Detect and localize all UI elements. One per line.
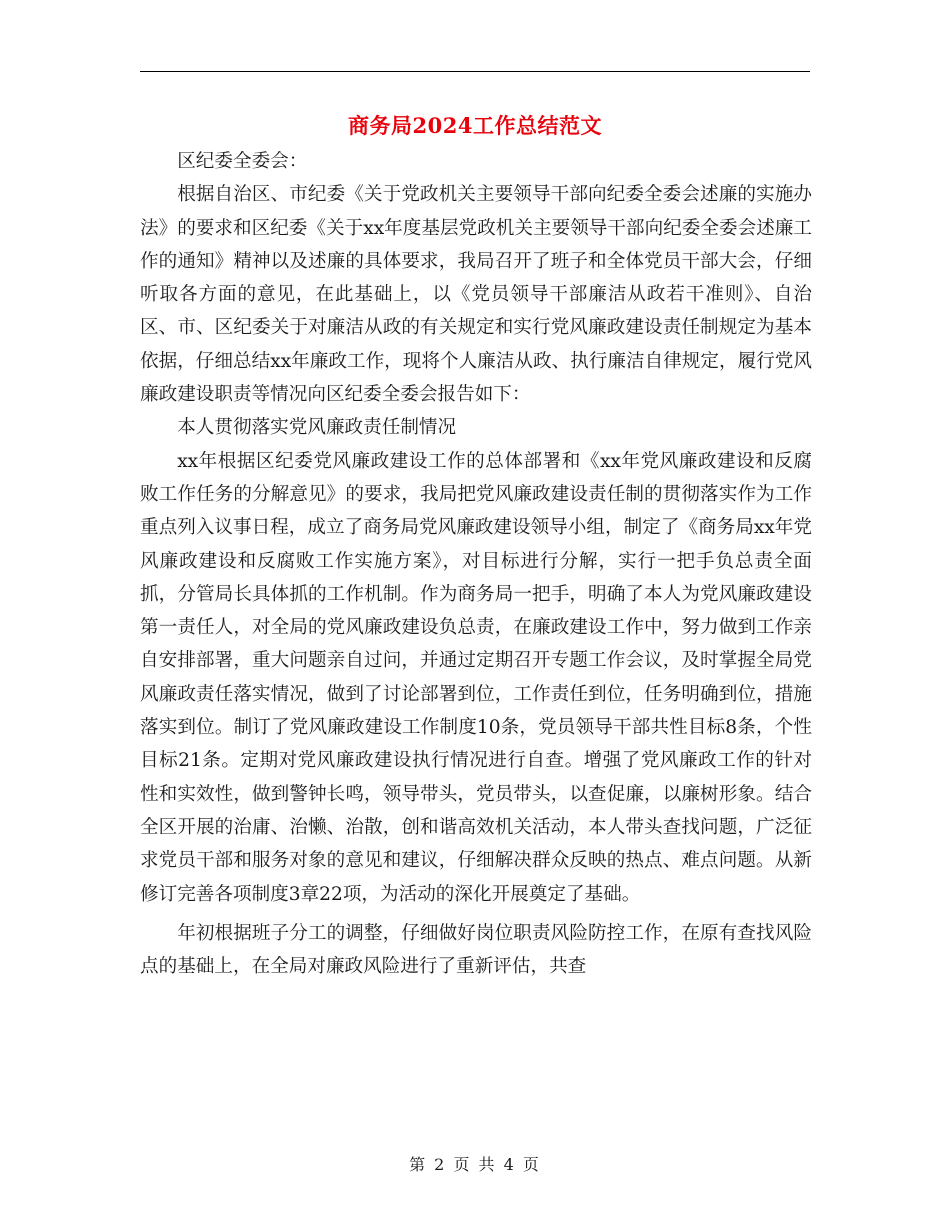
header-rule — [140, 71, 810, 72]
body-paragraph: 年初根据班子分工的调整，仔细做好岗位职责风险防控工作，在原有查找风险点的基础上，在全局对廉政风险进行了重新评估，共查 — [140, 922, 812, 978]
document-title: 商务局2024工作总结范文 — [348, 113, 602, 138]
salutation: 区纪委全委会： — [177, 151, 308, 172]
section-heading: 本人贯彻落实党风廉政责任制情况 — [177, 417, 457, 439]
body-paragraph: xx年根据区纪委党风廉政建设工作的总体部署和《xx年党风廉政建设和反腐败工作任务的分解意见》的要求，我局把党风廉政建设责任制的贯彻落实作为工作重点列入议事日程，成立了商务局党风廉政建设领导小组，制定了《商务局xx年党风廉政建设和反腐败工作实施方案》，对目标进行分解，实行一把手负总责全面抓，分管局长具体抓的工作机制。作为商务局一把手，明确了本人为党风廉政建设第一责任人，对全局的党风廉政建设负总责，在廉政建设工作中，努力做到工作亲自安排部署，重大问题亲自过问，并通过定期召开专题工作会议，及时掌握全局党风廉政责任落实情况，做到了讨论部署到位，工作责任到位，任务明确到位，措施落实到位。制订了党风廉政建设工作制度10条，党员领导干部共性目标8条，个性目标21条。定期对党风廉政建设执行情况进行自查。增强了党风廉政工作的针对性和实效性，做到警钟长鸣，领导带头，党员带头，以查促廉，以廉树形象。结合全区开展的治庸、治懒、治散，创和谐高效机关活动，本人带头查找问题，广泛征求党员干部和服务对象的意见和建议，仔细解决群众反映的热点、难点问题。从新修订完善各项制度3章22项，为活动的深化开展奠定了基础。 — [140, 450, 812, 905]
page-number-footer: 第 2 页 共 4 页 — [409, 1155, 541, 1174]
document-body — [140, 145, 812, 983]
body-paragraph: 根据自治区、市纪委《关于党政机关主要领导干部向纪委全委会述廉的实施办法》的要求和区纪委《关于xx年度基层党政机关主要领导干部向纪委全委会述廉工作的通知》精神以及述廉的具体要求，我局召开了班子和全体党员干部大会，仔细听取各方面的意见，在此基础上，以《党员领导干部廉洁从政若干准则》、自治区、市、区纪委关于对廉洁从政的有关规定和实行党风廉政建设责任制规定为基本依据，仔细总结xx年廉政工作，现将个人廉洁从政、执行廉洁自律规定，履行党风廉政建设职责等情况向区纪委全委会报告如下： — [140, 184, 812, 406]
